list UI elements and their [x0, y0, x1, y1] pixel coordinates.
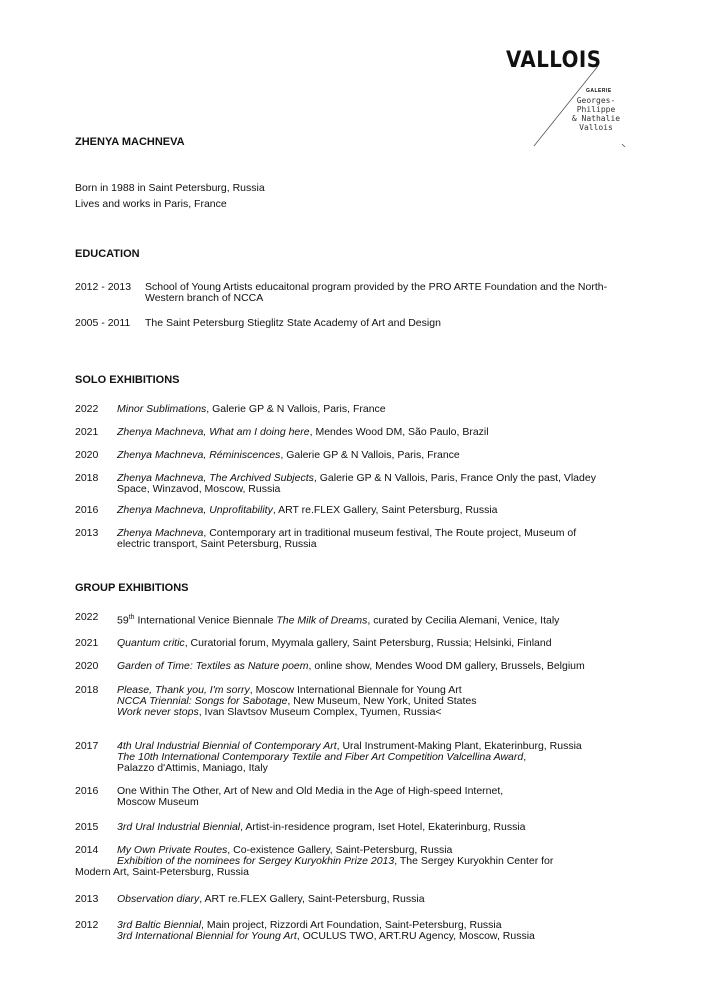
solo-year: 2021	[75, 426, 99, 438]
group-year: 2015	[75, 821, 99, 833]
group-year: 2016	[75, 785, 99, 797]
group-item-continuation	[75, 867, 615, 878]
group-text: My Own Private Routes, Co-existence Gallery, Saint-Petersburg, Russia Exhibition of the nominees for Sergey Kuryokhin Prize 2013, The Sergey Kuryokhin Center for	[117, 844, 554, 867]
solo-year: 2020	[75, 449, 99, 461]
solo-year: 2013	[75, 527, 99, 539]
group-year: 2022	[75, 611, 99, 623]
group-text: 3rd Ural Industrial Biennial, Artist-in-residence program, Iset Hotel, Ekaterinburg, Russia	[117, 821, 526, 833]
group-text: 4th Ural Industrial Biennial of Contemporary Art, Ural Instrument-Making Plant, Ekaterinburg, Russia The 10th International Contemporary Textile and Fiber Art Competition Valcellina Award, Palazzo d'Attimis, Maniago, Italy	[117, 740, 582, 774]
gallery-logo	[506, 48, 626, 148]
group-text: Please, Thank you, I'm sorry, Moscow International Biennale for Young Art NCCA Triennial: Songs for Sabotage, New Museum, New York, United States Work never stops, Ivan Slavtsov Museum Complex, Tyumen, Russia<	[117, 684, 477, 718]
education-text: School of Young Artists educaitonal program provided by the PRO ARTE Foundation and the North-Western branch of NCCA	[145, 281, 608, 304]
solo-text: Zhenya Machneva, Contemporary art in traditional museum festival, The Route project, Museum of electric transport, Saint Petersburg, Russia	[117, 527, 577, 550]
group-text: 3rd Baltic Biennial, Main project, Rizzordi Art Foundation, Saint-Petersburg, Russia 3rd International Biennial for Young Art, OCULUS TWO, ART.RU Agency, Moscow, Russia	[117, 919, 535, 942]
group-year: 2021	[75, 637, 99, 649]
education-heading: EDUCATION	[75, 248, 140, 260]
artist-name: ZHENYA MACHNEVA	[75, 136, 185, 148]
group-text: One Within The Other, Art of New and Old Media in the Age of High-speed Internet, Moscow Museum	[117, 785, 504, 808]
group-year: 2017	[75, 740, 99, 752]
group-year: 2018	[75, 684, 99, 696]
solo-text: Zhenya Machneva, Réminiscences, Galerie GP & N Vallois, Paris, France	[117, 449, 460, 461]
logo-galerie: GALERIE	[586, 88, 612, 94]
group-text: Observation diary, ART re.FLEX Gallery, Saint-Petersburg, Russia	[117, 893, 425, 905]
born-line: Born in 1988 in Saint Petersburg, Russia	[75, 182, 265, 194]
group-year: 2014	[75, 844, 99, 856]
logo-names: Georges-Philippe & Nathalie Vallois	[571, 96, 621, 132]
group-text: Garden of Time: Textiles as Nature poem, online show, Mendes Wood DM gallery, Brussels, Belgium	[117, 660, 585, 672]
solo-year: 2022	[75, 403, 99, 415]
group-year: 2020	[75, 660, 99, 672]
group-text: Quantum critic, Curatorial forum, Myymala gallery, Saint Petersburg, Russia; Helsinki, Finland	[117, 637, 552, 649]
logo-wordmark: VALLOIS	[506, 48, 602, 73]
education-year: 2005 - 2011	[75, 317, 131, 329]
solo-year: 2018	[75, 472, 99, 484]
solo-text: Zhenya Machneva, Unprofitability, ART re.FLEX Gallery, Saint Petersburg, Russia	[117, 504, 498, 516]
education-year: 2012 - 2013	[75, 281, 132, 293]
solo-text: Minor Sublimations, Galerie GP & N Vallois, Paris, France	[117, 403, 386, 415]
group-year: 2012	[75, 919, 99, 931]
solo-year: 2016	[75, 504, 99, 516]
group-text: Modern Art, Saint-Petersburg, Russia	[75, 866, 249, 878]
artist-bio	[75, 180, 265, 212]
solo-text: Zhenya Machneva, What am I doing here, Mendes Wood DM, São Paulo, Brazil	[117, 426, 489, 438]
lives-line: Lives and works in Paris, France	[75, 198, 227, 210]
solo-heading: SOLO EXHIBITIONS	[75, 374, 180, 386]
group-year: 2013	[75, 893, 99, 905]
group-heading: GROUP EXHIBITIONS	[75, 582, 189, 594]
education-text: The Saint Petersburg Stieglitz State Academy of Art and Design	[145, 317, 441, 329]
group-text: 59th International Venice Biennale The Milk of Dreams, curated by Cecilia Alemani, Venice, Italy	[117, 614, 560, 627]
solo-text: Zhenya Machneva, The Archived Subjects, Galerie GP & N Vallois, Paris, France Only the past, Vladey Space, Winzavod, Moscow, Russia	[117, 472, 596, 495]
